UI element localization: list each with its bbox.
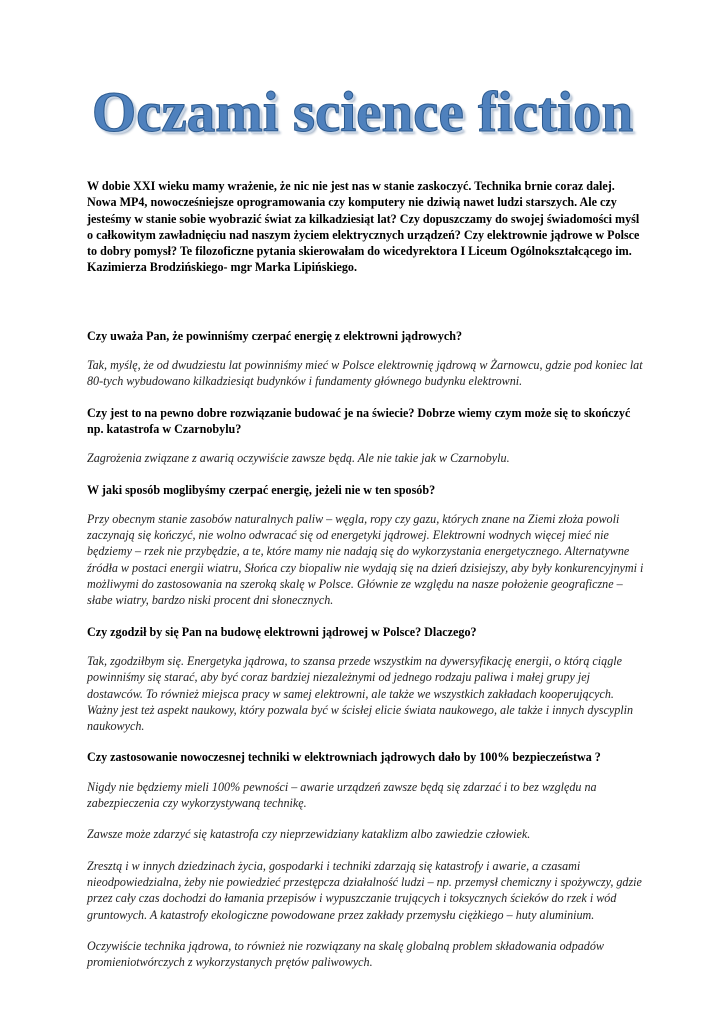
answer-5-paragraph-4: Oczywiście technika jądrowa, to również nie rozwiązany na skalę globalną problem składowania odpadów promieniotwórczych z wykorzystanych prętów paliwowych. — [87, 938, 604, 970]
section-gap — [87, 276, 647, 328]
answer-5-paragraph-2: Zawsze może zdarzyć się katastrofa czy nieprzewidziany kataklizm albo zawiedzie człowiek. — [87, 827, 531, 842]
article-body — [87, 178, 647, 985]
question-1: Czy uważa Pan, że powinniśmy czerpać energię z elektrowni jądrowych? — [87, 328, 463, 343]
question-5: Czy zastosowanie nowoczesnej techniki w elektrowniach jądrowych dało by 100% bezpieczeństwa ? — [87, 750, 601, 765]
answer-2: Zagrożenia związane z awarią oczywiście zawsze będą. Ale nie takie jak w Czarnobylu. — [87, 451, 510, 466]
page-title: Oczami science fiction — [91, 81, 634, 144]
answer-3: Przy obecnym stanie zasobów naturalnych paliw – węgla, ropy czy gazu, których znane na Ziemi złoża powoli zaczynają się kończyć, nie wolno odwracać się od energetyki jądrowej. Elektrowni wodnych więcej mieć nie będziemy – rzek nie przybędzie, a te, które mamy nie nadają się do wykorzystania energetycznego. Alternatywne źródła w postaci energii wiatru, Słońca czy biopaliw nie wydają się na dzień dzisiejszy, aby były konkurencyjnymi i możliwymi do zastosowania na szeroką skalę w Polsce. Głównie ze względu na nasze położenie geograficzne – słabe wiatry, bardzo niski procent dni słonecznych. — [87, 511, 644, 608]
question-2: Czy jest to na pewno dobre rozwiązanie budować je na świecie? Dobrze wiemy czym może się to skończyć np. katastrofa w Czarnobylu? — [87, 405, 631, 436]
intro-paragraph: W dobie XXI wieku mamy wrażenie, że nic nie jest nas w stanie zaskoczyć. Technika brnie coraz dalej. Nowa MP4, nowocześniejsze oprogramowania czy komputery nie dziwią nawet ludzi starszych. Ale czy jesteśmy w stanie sobie wyobrazić świat za kilkadziesiąt lat? Czy dopuszczamy do swojej świadomości myśl o całkowitym zawładnięciu nad naszym życiem elektrycznych urządzeń? Czy elektrownie jądrowe w Polsce to dobry pomysł? Te filozoficzne pytania skierowałam do wicedyrektora I Liceum Ogólnokształcącego im. Kazimierza Brodzińskiego- mgr Marka Lipińskiego. — [87, 179, 640, 275]
answer-5-paragraph-3: Zresztą i w innych dziedzinach życia, gospodarki i techniki zdarzają się katastrofy i awarie, a czasami nieodpowiedzialna, żeby nie powiedzieć przestępcza działalność ludzi – np. przemysł chemiczny i spożywczy, gdzie przez cały czas dochodzi do łamania przepisów i wypuszczanie trujących i toksycznych ścieków do rzek i wód gruntowych. A katastrofy ekologiczne powodowane przez zakłady przemysłu ciężkiego – huty aluminium. — [87, 858, 642, 922]
question-3: W jaki sposób moglibyśmy czerpać energię, jeżeli nie w ten sposób? — [87, 482, 436, 497]
answer-4: Tak, zgodziłbym się. Energetyka jądrowa, to szansa przede wszystkim na dywersyfikację energii, o którą ciągle powinniśmy się starać, aby być coraz bardziej niezależnymi od jednego rodzaju paliwa i małej grupy jej dostawców. To również miejsca pracy w samej elektrowni, ale także we wszystkich zakładach kooperujących. Ważny jest też aspekt naukowy, który pozwala być w ścisłej elicie świata naukowego, ale także i innych dyscyplin naukowych. — [87, 653, 634, 734]
question-4: Czy zgodził by się Pan na budowę elektrowni jądrowej w Polsce? Dlaczego? — [87, 624, 477, 639]
answer-1: Tak, myślę, że od dwudziestu lat powinniśmy mieć w Polsce elektrownię jądrową w Żarnowcu, gdzie pod koniec lat 80-tych wybudowano kilkadziesiąt budynków i fundamenty głównego budynku elektrowni. — [87, 358, 643, 389]
answer-5-paragraph-1: Nigdy nie będziemy mieli 100% pewności – awarie urządzeń zawsze będą się zdarzać i to bez względu na zabezpieczenia czy wykorzystywaną technikę. — [87, 779, 597, 811]
